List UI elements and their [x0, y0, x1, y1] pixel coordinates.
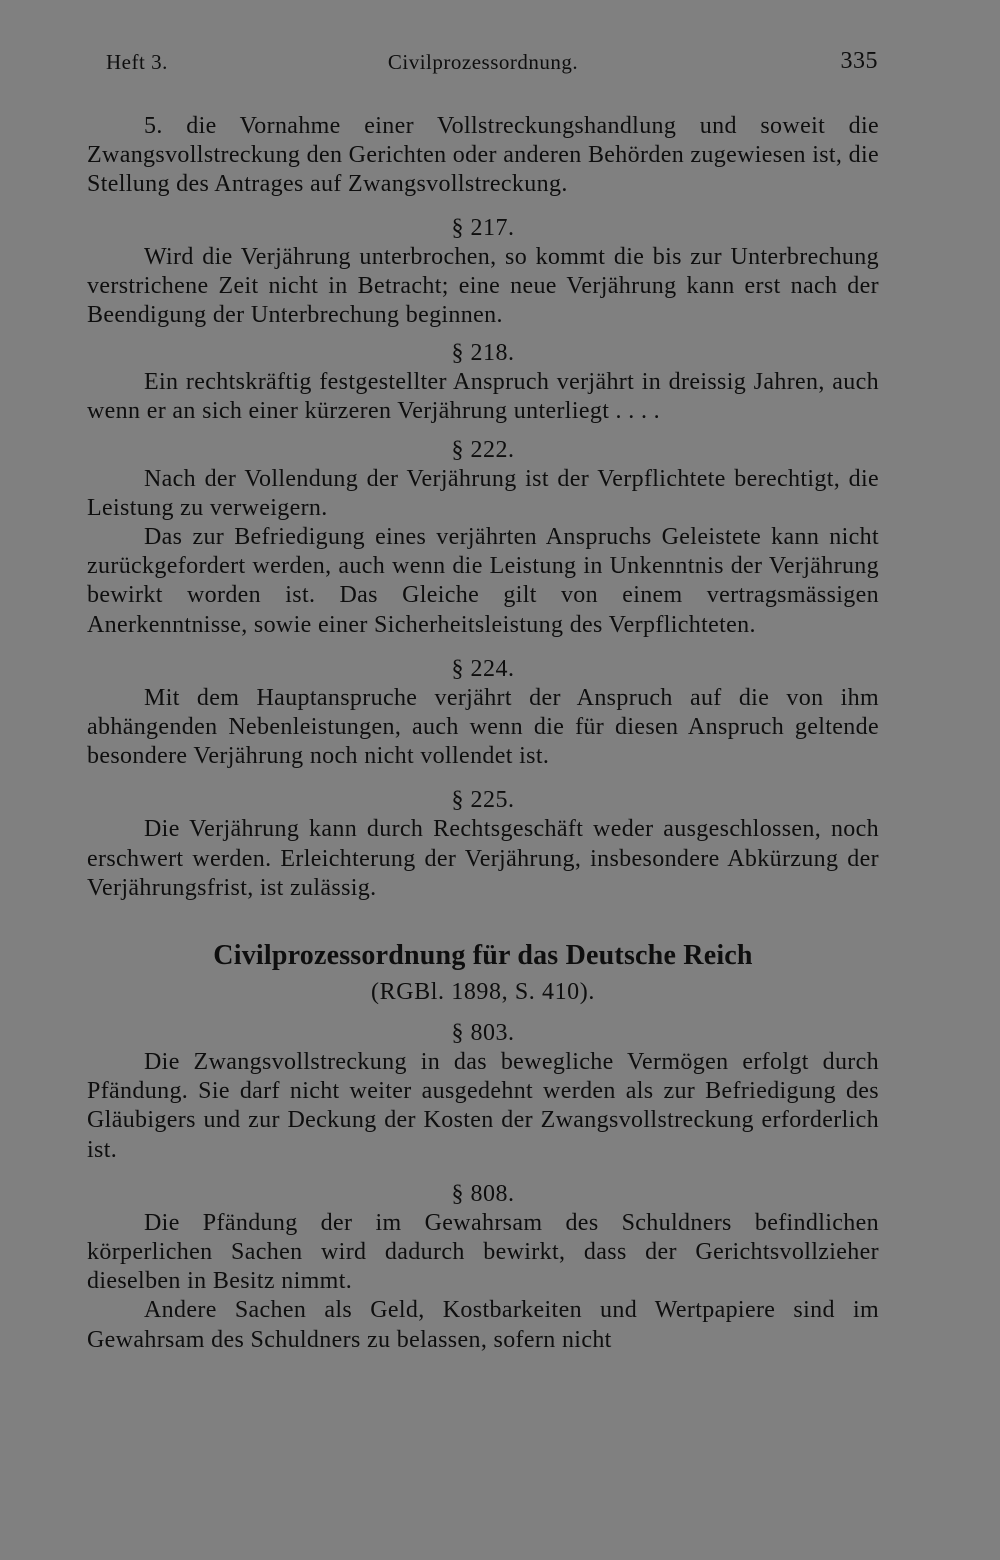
paragraph-222-1: Nach der Vollendung der Verjährung ist der Verpflichtete berechtigt, die Leistung zu verweigern.	[87, 465, 879, 521]
page-body	[87, 112, 879, 1355]
page-number: 335	[840, 48, 878, 74]
section-heading-217: § 217.	[451, 214, 515, 241]
paragraph-222-2: Das zur Befriedigung eines verjährten Anspruchs Geleistete kann nicht zurückgefordert werden, auch wenn die Leistung in Unkenntnis der Verjährung bewirkt worden ist. Das Gleiche gilt von einem vertragsmässigen Anerkenntnisse, sowie einer Sicherheitsleistung des Verpflichteten.	[87, 524, 879, 638]
section-heading-808: § 808.	[451, 1180, 515, 1207]
section-heading-218: § 218.	[451, 340, 515, 367]
section-heading-225: § 225.	[451, 787, 515, 814]
running-title: Civilprozessordnung.	[387, 50, 579, 74]
list-item-5: 5. die Vornahme einer Vollstreckungshandlung und soweit die Zwangsvollstreckung den Gerichten oder anderen Behörden zugewiesen ist, die Stellung des Antrages auf Zwangsvollstreckung.	[87, 113, 879, 198]
paragraph-218: Ein rechtskräftig festgestellter Anspruch verjährt in dreissig Jahren, auch wenn er an sich einer kürzeren Verjährung unterliegt . . . .	[87, 369, 879, 425]
paragraph-803: Die Zwangsvollstreckung in das bewegliche Vermögen erfolgt durch Pfändung. Sie darf nicht weiter ausgedehnt werden als zur Befriedigung des Gläubigers und zur Deckung der Kosten der Zwangsvollstreckung erforderlich ist.	[87, 1049, 879, 1163]
issue-label: Heft 3.	[106, 50, 168, 74]
section-heading-803: § 803.	[451, 1020, 515, 1047]
running-header	[88, 46, 878, 76]
section-heading-222: § 222.	[451, 436, 515, 463]
chapter-heading: Civilprozessordnung für das Deutsche Reich	[213, 940, 753, 972]
paragraph-217: Wird die Verjährung unterbrochen, so kommt die bis zur Unterbrechung verstrichene Zeit nicht in Betracht; eine neue Verjährung kann erst nach der Beendigung der Unterbrechung beginnen.	[87, 243, 879, 329]
paragraph-808-1: Die Pfändung der im Gewahrsam des Schuldners befindlichen körperlichen Sachen wird dadurch bewirkt, dass der Gerichtsvollzieher dieselben in Besitz nimmt.	[87, 1209, 879, 1295]
paragraph-808-2: Andere Sachen als Geld, Kostbarkeiten und Wertpapiere sind im Gewahrsam des Schuldners zu belassen, sofern nicht	[87, 1297, 879, 1353]
section-heading-224: § 224.	[451, 655, 515, 682]
chapter-citation: (RGBl. 1898, S. 410).	[371, 979, 595, 1006]
paragraph-225: Die Verjährung kann durch Rechtsgeschäft weder ausgeschlossen, noch erschwert werden. Erleichterung der Verjährung, insbesondere Abkürzung der Verjährungsfrist, ist zulässig.	[87, 816, 879, 901]
paragraph-224: Mit dem Hauptanspruche verjährt der Anspruch auf die von ihm abhängenden Nebenleistungen, auch wenn die für diesen Anspruch geltende besondere Verjährung noch nicht vollendet ist.	[87, 684, 879, 770]
